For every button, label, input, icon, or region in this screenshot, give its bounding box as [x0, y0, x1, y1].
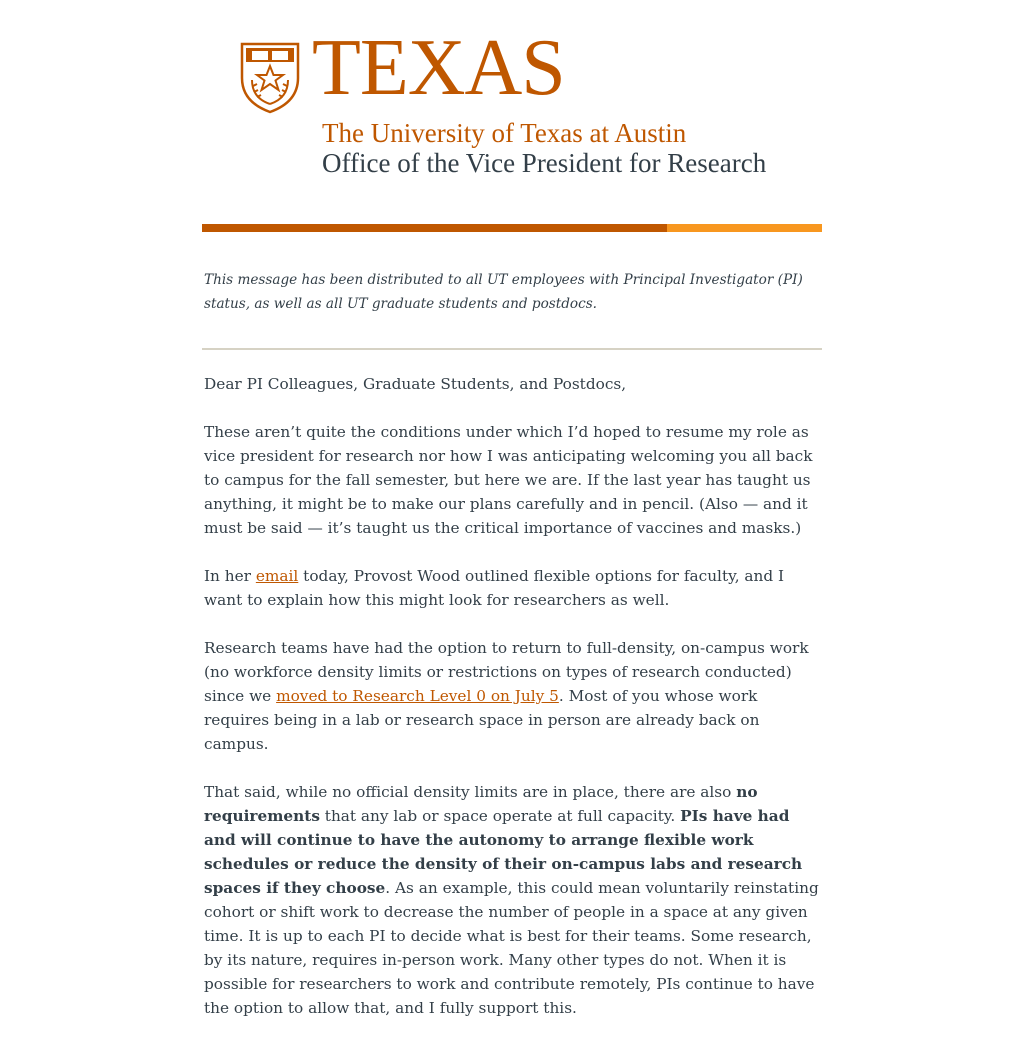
p4-bold-1: no requirements	[204, 783, 758, 825]
p3-text-before: Research teams have had the option to return to full-density, on-campus work (no workforce density limits or restrictions on types of research conducted) since we	[204, 639, 809, 705]
p2-text-before: In her	[204, 567, 256, 585]
office-name: Office of the Vice President for Research	[322, 148, 767, 178]
header-bar-dark	[202, 224, 667, 232]
p4-text-1: That said, while no official density limits are in place, there are also	[204, 783, 737, 801]
paragraph-1: These aren’t quite the conditions under which I’d hoped to resume my role as vice president for research nor how I was anticipating welcoming you all back to campus for the fall semester, but here we are. If the last year has taught us anything, it might be to make our plans carefully and in pencil. (Also — and it must be said — it’s taught us the critical importance of vaccines and masks.)	[204, 423, 813, 537]
email-link[interactable]: email	[255, 567, 299, 585]
paragraph-2	[204, 564, 822, 612]
header-bar-light	[667, 224, 822, 232]
p4-text-3: . As an example, this could mean voluntarily reinstating cohort or shift work to decrease the number of people in a space at any given time. It is up to each PI to decide what is best for their teams. Some research, by its nature, requires in-person work. Many other types do not. When it is possible for researchers to work and contribute remotely, PIs continue to have the option to allow that, and I fully support this.	[204, 879, 819, 1017]
research-level-link[interactable]: moved to Research Level 0 on July 5	[276, 687, 559, 705]
p3-text-after: . Most of you whose work requires being in a lab or research space in person are already back on campus.	[204, 687, 760, 753]
paragraph-3	[204, 636, 822, 756]
paragraph-4	[204, 780, 822, 1020]
message-body	[204, 372, 822, 1044]
divider	[202, 348, 822, 350]
salutation: Dear PI Colleagues, Graduate Students, and Postdocs,	[204, 375, 627, 393]
header-logo	[240, 24, 840, 188]
texas-wordmark: TEXAS	[312, 24, 565, 112]
university-name: The University of Texas at Austin	[322, 118, 687, 148]
p4-bold-2: PIs have had and will continue to have the autonomy to arrange flexible work schedules or reduce the density of their on-campus labs and research spaces if they choose	[204, 807, 803, 897]
p4-text-2: that any lab or space operate at full capacity.	[319, 807, 681, 825]
ut-shield-icon	[240, 40, 300, 114]
distribution-notice: This message has been distributed to all UT employees with Principal Investigator (PI) status, as well as all UT graduate students and postdocs.	[204, 272, 803, 312]
p2-text-after: today, Provost Wood outlined flexible options for faculty, and I want to explain how this might look for researchers as well.	[204, 567, 785, 609]
